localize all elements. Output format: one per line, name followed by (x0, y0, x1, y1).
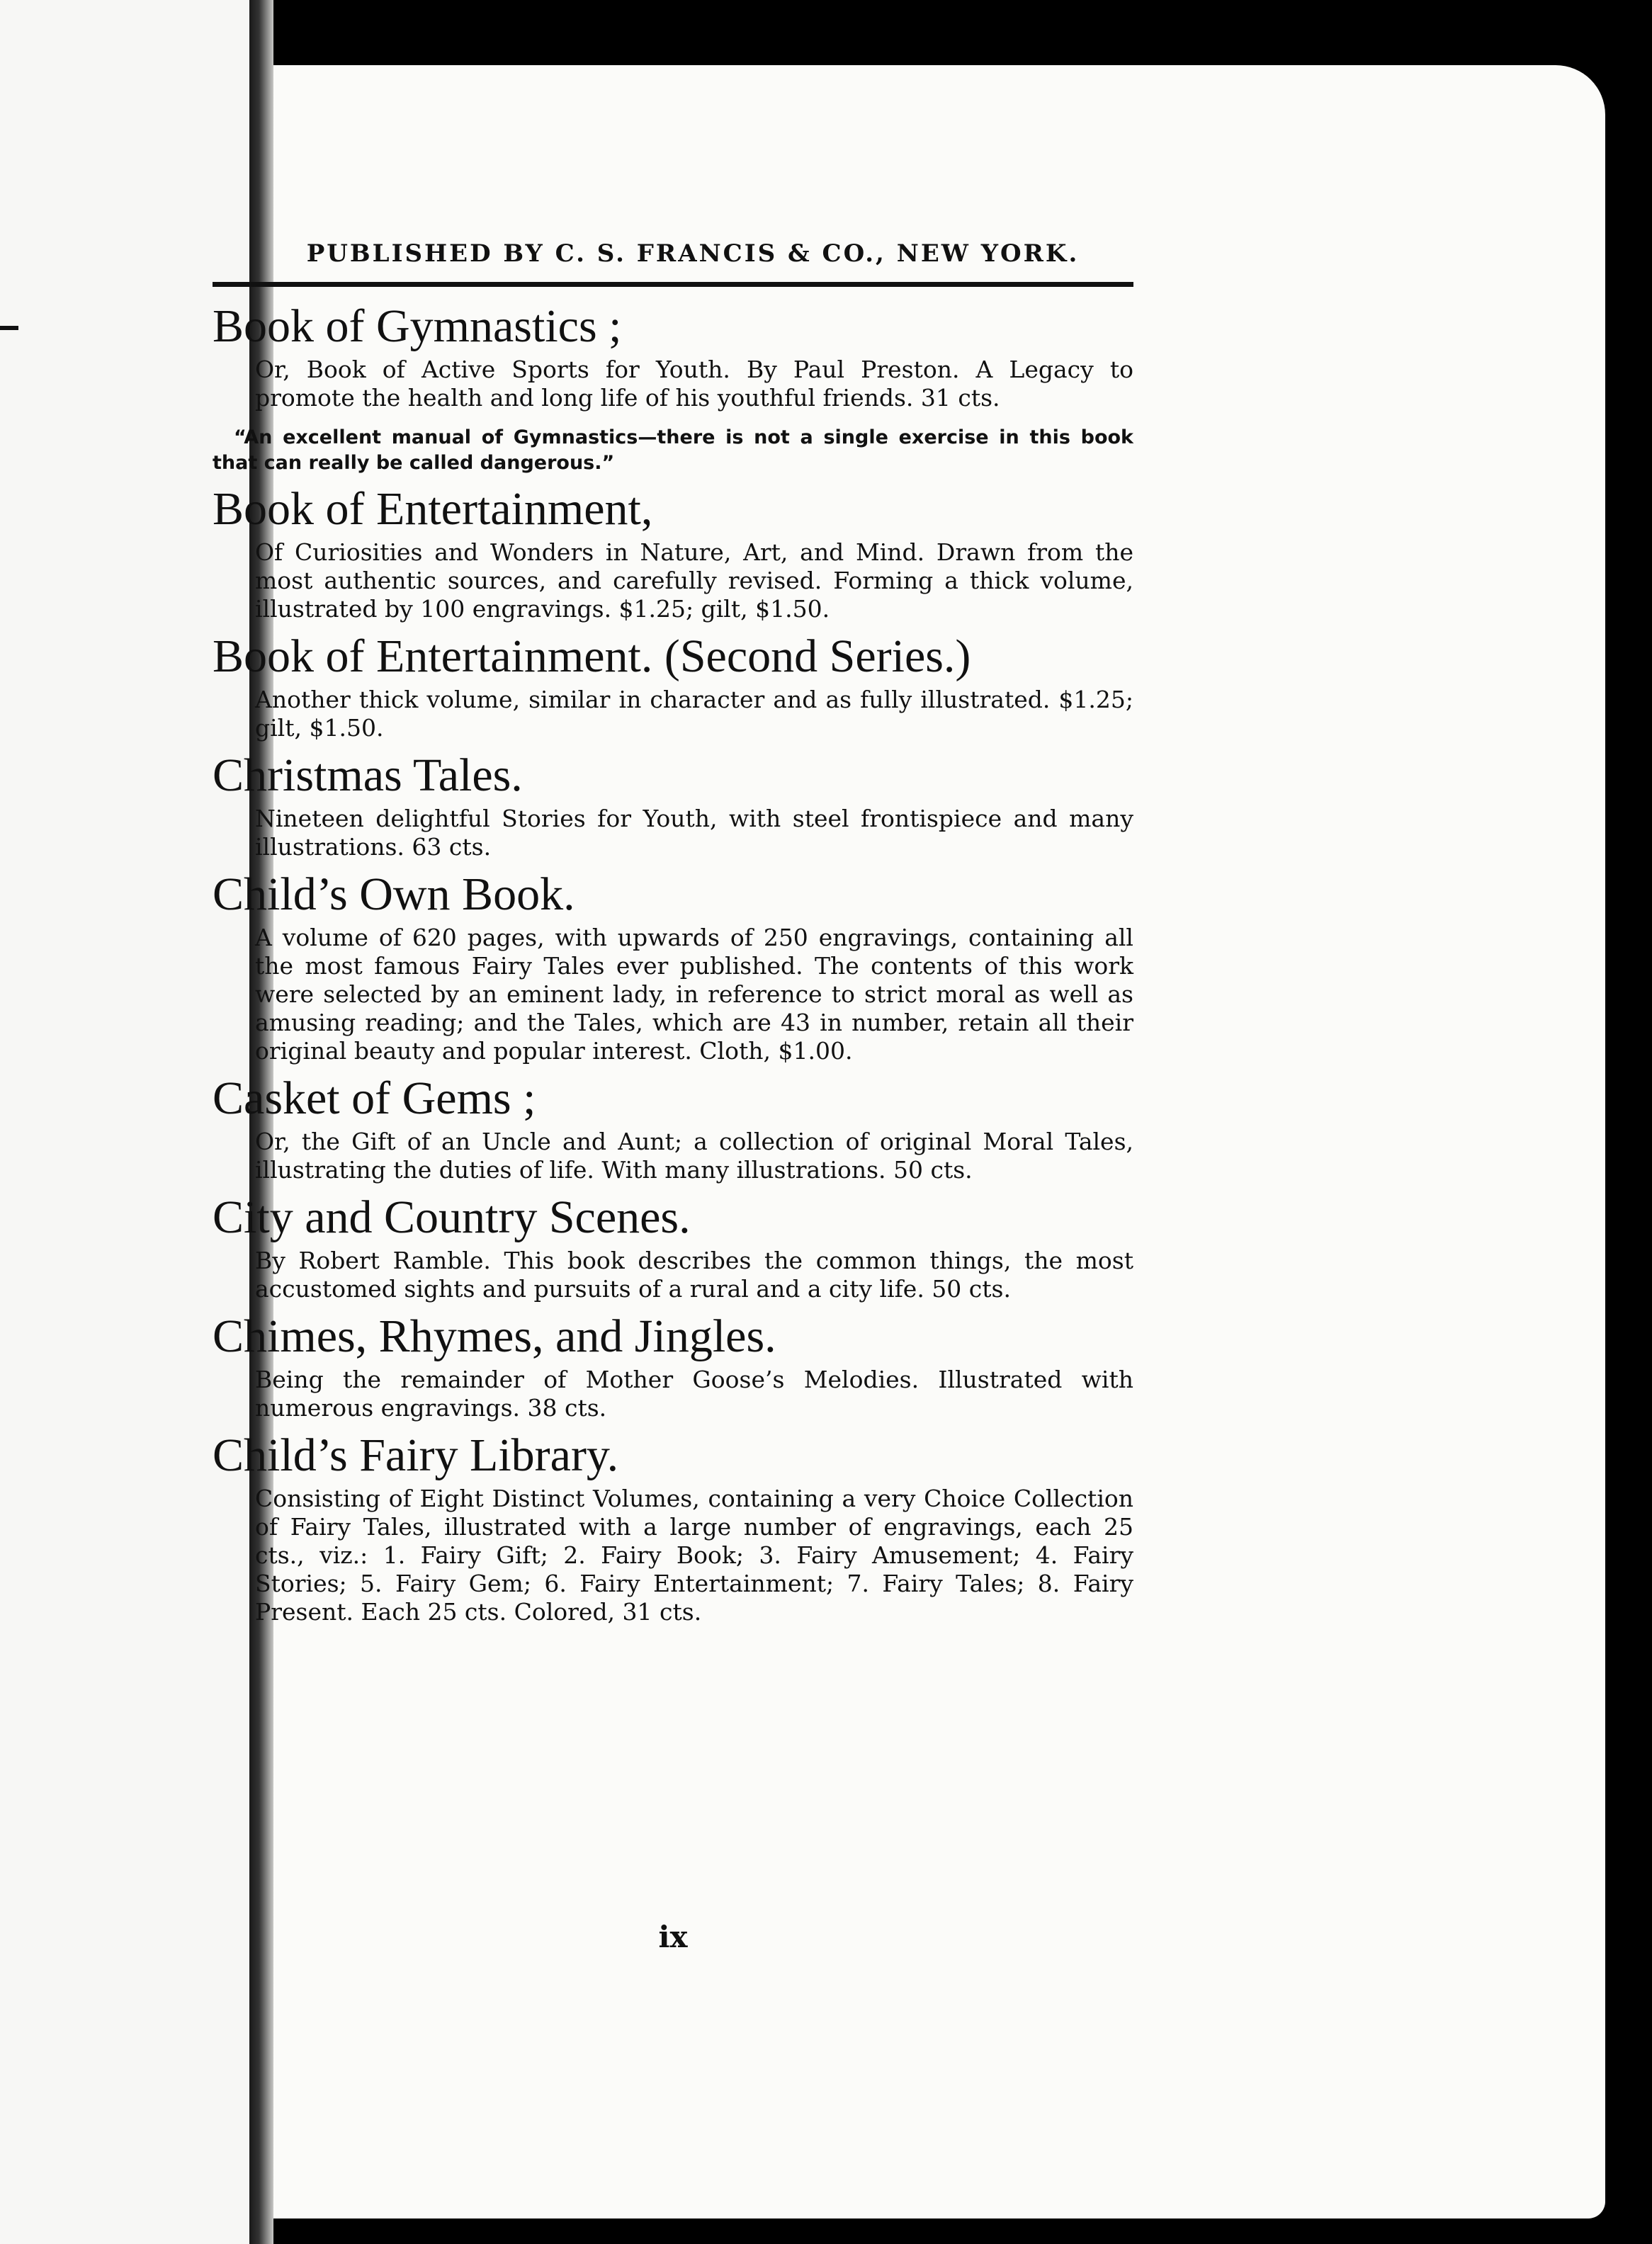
entry-description: A volume of 620 pages, with upwards of 250 engravings, containing all the most famous Fairy Tales ever published. The contents of this work were selected by an eminent lady, in reference to strict moral as well as amusing reading; and the Tales, which are 43 in number, retain all their original beauty and popular interest. Cloth, $1.00. (255, 924, 1133, 1065)
entry-description: Being the remainder of Mother Goose’s Melodies. Illustrated with numerous engravings. 38 cts. (255, 1366, 1133, 1422)
catalog-entry (213, 866, 1133, 1065)
page-number: ix (658, 1920, 688, 1954)
catalog-entry (213, 1189, 1133, 1303)
entry-title: Book of Entertainment. (Second Series.) (213, 630, 971, 682)
catalog-entry (213, 1308, 1133, 1422)
entry-title: Book of Entertainment, (213, 483, 653, 535)
entry-title: Child’s Fairy Library. (213, 1429, 619, 1481)
catalog-entry (213, 1070, 1133, 1184)
entry-title: Christmas Tales. (213, 749, 523, 801)
margin-mark (0, 326, 18, 330)
entry-description: Or, Book of Active Sports for Youth. By Paul Preston. A Legacy to promote the health and long life of his youthful friends. 31 cts. (255, 356, 1133, 412)
entry-title: Chimes, Rhymes, and Jingles. (213, 1310, 776, 1362)
catalog-entry (213, 298, 1133, 476)
entry-description: Nineteen delightful Stories for Youth, with steel frontispiece and many illustrations. 63 cts. (255, 805, 1133, 861)
header-rule (213, 282, 1133, 287)
catalog-entries (213, 298, 1133, 1631)
entry-title: Book of Gymnastics ; (213, 300, 622, 352)
entry-description: Another thick volume, similar in character and as fully illustrated. $1.25; gilt, $1.50. (255, 686, 1133, 742)
entry-review-quote: “An excellent manual of Gymnastics—there is not a single exercise in this book that can really be called dangerous.” (213, 426, 1133, 474)
running-head: PUBLISHED BY C. S. FRANCIS & CO., NEW YORK. (306, 239, 1080, 268)
entry-description: By Robert Ramble. This book describes the common things, the most accustomed sights and pursuits of a rural and a city life. 50 cts. (255, 1247, 1133, 1303)
entry-description: Of Curiosities and Wonders in Nature, Art, and Mind. Drawn from the most authentic sources, and carefully revised. Forming a thick volume, illustrated by 100 engravings. $1.25; gilt, $1.50. (255, 538, 1133, 623)
catalog-entry (213, 1427, 1133, 1626)
entry-description: Consisting of Eight Distinct Volumes, containing a very Choice Collection of Fairy Tales, illustrated with a large number of engravings, each 25 cts., viz.: 1. Fairy Gift; 2. Fairy Book; 3. Fairy Amusement; 4. Fairy Stories; 5. Fairy Gem; 6. Fairy Entertainment; 7. Fairy Tales; 8. Fairy Present. Each 25 cts. Colored, 31 cts. (255, 1485, 1133, 1626)
entry-title: Casket of Gems ; (213, 1072, 536, 1124)
catalog-entry (213, 747, 1133, 861)
catalog-entry (213, 480, 1133, 623)
entry-title: City and Country Scenes. (213, 1191, 691, 1243)
entry-title: Child’s Own Book. (213, 868, 575, 920)
entry-description: Or, the Gift of an Uncle and Aunt; a collection of original Moral Tales, illustrating the duties of life. With many illustrations. 50 cts. (255, 1128, 1133, 1184)
catalog-entry (213, 628, 1133, 742)
